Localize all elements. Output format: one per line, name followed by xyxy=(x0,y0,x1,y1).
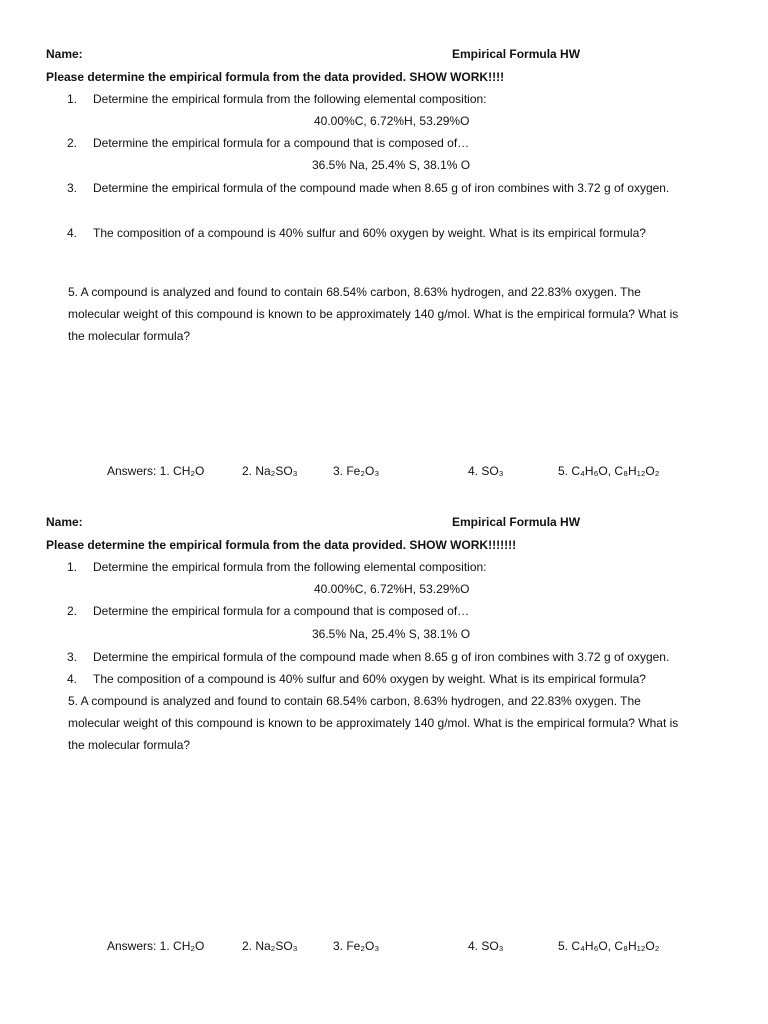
question-5-line-1: 5. A compound is analyzed and found to contain 68.54% carbon, 8.63% hydrogen, and 22.83% oxygen. The xyxy=(68,285,641,299)
answer-1: Answers: 1. CH₂O xyxy=(107,939,205,953)
question-4-number: 4. xyxy=(67,672,78,686)
question-2-number: 2. xyxy=(67,136,78,150)
answer-2: 2. Na₂SO₃ xyxy=(242,464,298,478)
question-3-text: Determine the empirical formula of the compound made when 8.65 g of iron combines with 3.72 g of oxygen. xyxy=(93,181,670,195)
question-4-text: The composition of a compound is 40% sulfur and 60% oxygen by weight. What is its empirical formula? xyxy=(93,226,646,240)
question-5-line-2: molecular weight of this compound is known to be approximately 140 g/mol. What is the empirical formula? What is xyxy=(68,307,679,321)
question-3-number: 3. xyxy=(67,181,78,195)
question-2-text: Determine the empirical formula for a compound that is composed of… xyxy=(93,604,470,618)
question-5-line-2: molecular weight of this compound is known to be approximately 140 g/mol. What is the empirical formula? What is xyxy=(68,716,679,730)
question-3-number: 3. xyxy=(67,650,78,664)
name-label: Name: xyxy=(46,47,83,61)
question-2-data: 36.5% Na, 25.4% S, 38.1% O xyxy=(312,627,471,641)
answer-3: 3. Fe₂O₃ xyxy=(333,464,380,478)
answer-2: 2. Na₂SO₃ xyxy=(242,939,298,953)
worksheet-title: Empirical Formula HW xyxy=(452,515,581,529)
answer-4: 4. SO₃ xyxy=(468,939,504,953)
answer-1: Answers: 1. CH₂O xyxy=(107,464,205,478)
question-1-number: 1. xyxy=(67,92,78,106)
question-5-line-1: 5. A compound is analyzed and found to contain 68.54% carbon, 8.63% hydrogen, and 22.83% oxygen. The xyxy=(68,694,641,708)
question-1-data: 40.00%C, 6.72%H, 53.29%O xyxy=(314,114,470,128)
question-2-number: 2. xyxy=(67,604,78,618)
question-1-text: Determine the empirical formula from the following elemental composition: xyxy=(93,92,487,106)
question-2-data: 36.5% Na, 25.4% S, 38.1% O xyxy=(312,158,471,172)
worksheet-title: Empirical Formula HW xyxy=(452,47,581,61)
instructions: Please determine the empirical formula from the data provided. SHOW WORK!!!!!!! xyxy=(46,538,517,552)
answer-3: 3. Fe₂O₃ xyxy=(333,939,380,953)
name-label: Name: xyxy=(46,515,83,529)
question-2-text: Determine the empirical formula for a compound that is composed of… xyxy=(93,136,470,150)
question-4-number: 4. xyxy=(67,226,78,240)
instructions: Please determine the empirical formula from the data provided. SHOW WORK!!!! xyxy=(46,70,505,84)
question-4-text: The composition of a compound is 40% sulfur and 60% oxygen by weight. What is its empirical formula? xyxy=(93,672,646,686)
answer-5: 5. C₄H₆O, C₈H₁₂O₂ xyxy=(558,939,660,953)
answer-4: 4. SO₃ xyxy=(468,464,504,478)
answer-5: 5. C₄H₆O, C₈H₁₂O₂ xyxy=(558,464,660,478)
question-1-data: 40.00%C, 6.72%H, 53.29%O xyxy=(314,582,470,596)
question-1-number: 1. xyxy=(67,560,78,574)
question-5-line-3: the molecular formula? xyxy=(68,329,191,343)
question-1-text: Determine the empirical formula from the following elemental composition: xyxy=(93,560,487,574)
question-3-text: Determine the empirical formula of the compound made when 8.65 g of iron combines with 3.72 g of oxygen. xyxy=(93,650,670,664)
question-5-line-3: the molecular formula? xyxy=(68,738,191,752)
